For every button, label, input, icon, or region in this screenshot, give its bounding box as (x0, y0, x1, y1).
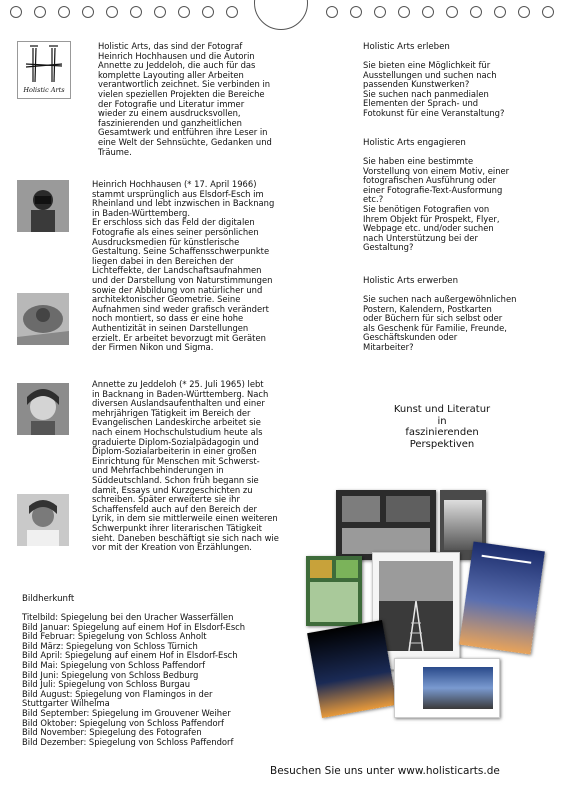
bildherkunft-item: Bild April: Spiegelung auf einem Hof in Elsdorf-Esch (22, 650, 238, 661)
heinrich-portrait-photo (17, 180, 69, 232)
binding-hole (470, 6, 482, 18)
erleben-heading: Holistic Arts erleben (363, 42, 450, 52)
binding-hole (154, 6, 166, 18)
erleben-text: Sie bieten eine Möglichkeit für Ausstellungen und suchen nach passenden Kunstwerken? Sie suchen nach panmedialen Elementen der Sprach- und Fotokunst für eine Veranstaltung? (363, 60, 505, 118)
binding-hole (542, 6, 554, 18)
website-footer: Besuchen Sie uns unter www.holisticarts.de (270, 765, 500, 777)
bildherkunft-item: Bild Januar: Spiegelung auf einem Hof in Elsdorf-Esch (22, 621, 246, 632)
erwerben-heading: Holistic Arts erwerben (363, 276, 459, 286)
bildherkunft-item: Bild Oktober: Spiegelung von Schloss Paffendorf (22, 717, 224, 728)
bildherkunft-item: Bild Juli: Spiegelung von Schloss Burgau (22, 679, 191, 690)
binding-hole (374, 6, 386, 18)
hanger-notch (254, 0, 308, 30)
bildherkunft-item: Bild März: Spiegelung von Schloss Türnich (22, 640, 198, 651)
erwerben-text: Sie suchen nach außergewöhnlichen Postern, Kalendern, Postkarten oder Büchern für sich selbst oder als Geschenk für Familie, Freunde, Geschäftskunden oder Mitarbeiter? (363, 294, 517, 352)
annette-bio: Annette zu Jeddeloh (* 25. Juli 1965) lebt in Backnang in Baden-Württemberg. Nach diversen Auslandsaufenthalten und einer mehrjährigen Tätigkeit im Bereich der Evangelischen Landeskirche arbeitet sie nach einem Hochschulstudium heute als graduierte Diplom-Sozialpädagogin und Diplom-Sozialarbeiterin in einer großen Einrichtung für Menschen mit Schwerst- und Mehrfachbehinderungen in Süddeutschland. Schon früh begann sie damit, Essays und Kurzgeschichten zu schreiben. Später erweiterte sie ihr Schaffensfeld auch auf den Bereich der Lyrik, in dem sie mittlerweile einen weiteren Schwerpunkt ihrer literarischen Tätigkeit sieht. Daneben beschäftigt sie sich nach wie vor mit der Kreation von Erzählungen. (92, 379, 279, 553)
binding-holes (0, 6, 566, 22)
bildherkunft-heading: Bildherkunft (22, 594, 75, 604)
heinrich-photo-2 (17, 293, 69, 345)
binding-hole (446, 6, 458, 18)
bildherkunft-item: Bild Juni: Spiegelung von Schloss Bedburg (22, 669, 199, 680)
bildherkunft-item: Bild September: Spiegelung im Grouvener Weiher (22, 707, 231, 718)
binding-hole (398, 6, 410, 18)
binding-hole (350, 6, 362, 18)
binding-hole (518, 6, 530, 18)
binding-hole (106, 6, 118, 18)
bildherkunft-item: Bild November: Spiegelung des Fotografen (22, 727, 202, 738)
logo-caption: Holistic Arts (23, 86, 65, 94)
heinrich-bio: Heinrich Hochhausen (* 17. April 1966) stammt ursprünglich aus Elsdorf-Esch im Rheinland und lebt inzwischen in Backnang in Baden-Württemberg. Er erschloss sich das Feld der digitalen Fotografie als eines seiner persönlichen Ausdrucksmedien für künstlerische Gestaltung. Seine Schaffensschwerpunkte liegen dabei in den Bereichen der Lichteffekte, der Landschaftsaufnahmen und der Darstellung von Naturstimmungen sowie der Abbildung von natürlicher und architektonischer Geometrie. Seine Aufnahmen sind weder grafisch verändert noch montiert, so dass er eine hohe Authentizität in seinen Darstellungen erzielt. Er arbeitet bevorzugt mit Geräten der Firmen Nikon und Sigma. (92, 179, 275, 353)
bildherkunft-list (22, 613, 312, 747)
binding-hole (58, 6, 70, 18)
binding-hole (494, 6, 506, 18)
bildherkunft-item: Bild Februar: Spiegelung von Schloss Anholt (22, 631, 207, 642)
binding-hole (10, 6, 22, 18)
collage-card-sunset (307, 620, 397, 718)
collage-book-cover (459, 541, 545, 654)
bildherkunft-item: Titelbild: Spiegelung bei den Uracher Wasserfällen (22, 612, 234, 622)
binding-hole (226, 6, 238, 18)
holistic-arts-logo (17, 41, 71, 99)
bildherkunft-item: Bild Mai: Spiegelung von Schloss Paffendorf (22, 659, 206, 670)
bildherkunft-item: Bild Dezember: Spiegelung von Schloss Paffendorf (22, 736, 234, 747)
binding-hole (130, 6, 142, 18)
annette-portrait-photo (17, 383, 69, 435)
binding-hole (422, 6, 434, 18)
kunst-literatur-tagline: Kunst und Literatur in faszinierenden Perspektiven (393, 404, 491, 450)
intro-text: Holistic Arts, das sind der Fotograf Heinrich Hochhausen und die Autorin Annette zu Jeddeloh, die auch für das komplette Layouting aller Arbeiten verantwortlich zeichnet. Sie verbinden in vielen speziellen Projekten die Bereiche der Fotografie und Literatur immer wieder zu einem ausdrucksvollen, faszinierenden und ganzheitlichen Gesamtwerk und entführen ihre Leser in eine Welt der Sehnsüchte, Gedanken und Träume. (98, 41, 272, 157)
collage-calendar-green (306, 556, 362, 626)
binding-hole (326, 6, 338, 18)
collage-calendar-back (336, 490, 436, 560)
collage-castle-print (394, 658, 500, 718)
bildherkunft-item: Bild August: Spiegelung von Flamingos in der Stuttgarter Wilhelma (22, 688, 213, 709)
binding-hole (178, 6, 190, 18)
binding-hole (82, 6, 94, 18)
annette-photo-2 (17, 494, 69, 546)
binding-hole (34, 6, 46, 18)
engagieren-heading: Holistic Arts engagieren (363, 138, 466, 148)
product-collage (300, 486, 550, 716)
binding-hole (202, 6, 214, 18)
engagieren-text: Sie haben eine bestimmte Vorstellung von einem Motiv, einer fotografischen Ausführung oder einer Fotografie-Text-Ausformung etc.? Sie benötigen Fotografien von Ihrem Objekt für Prospekt, Flyer, Webpage etc. und/oder suchen nach Unterstützung bei der Gestaltung? (363, 156, 510, 253)
